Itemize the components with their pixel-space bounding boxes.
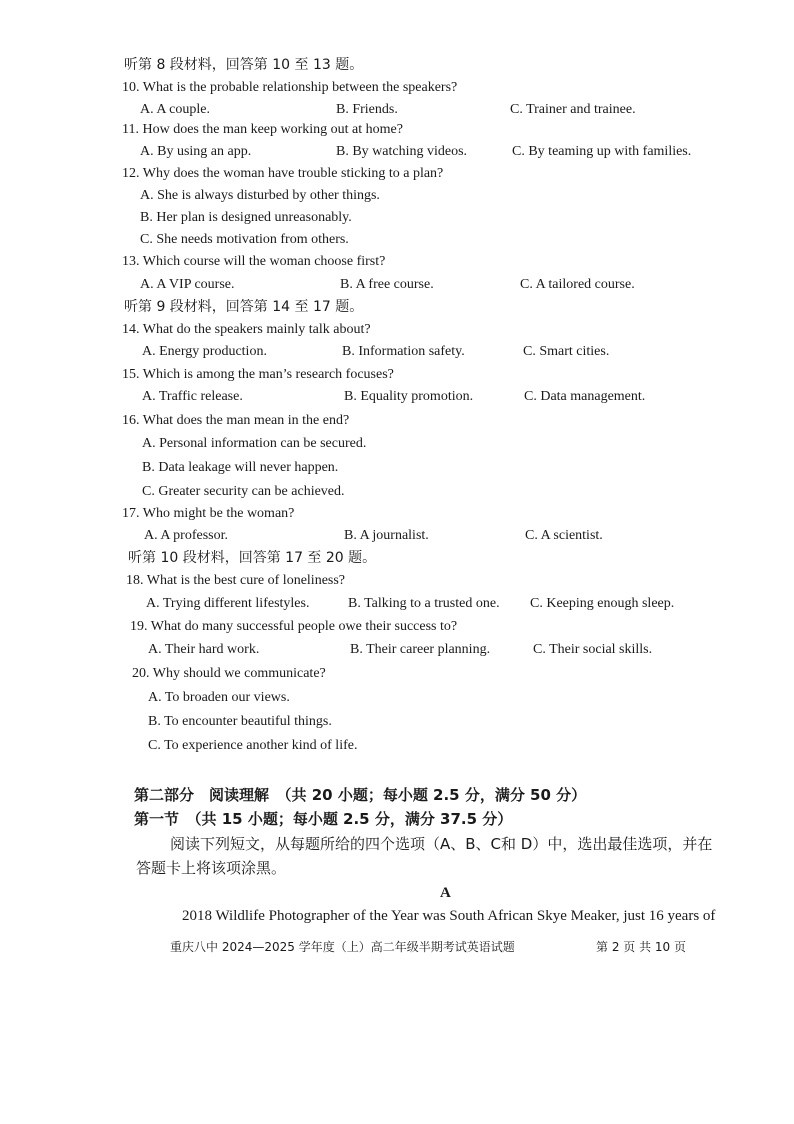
question-17: 17. Who might be the woman? (122, 506, 295, 521)
q11-option-a: A. By using an app. (140, 144, 252, 159)
question-14: 14. What do the speakers mainly talk about? (122, 322, 371, 337)
q14-option-c: C. Smart cities. (523, 344, 610, 359)
question-10: 10. What is the probable relationship between the speakers? (122, 80, 458, 95)
section-10-header: 听第 10 段材料，回答第 17 至 20 题。 (128, 550, 377, 566)
q12-option-a: A. She is always disturbed by other things. (140, 188, 380, 203)
q12-option-b: B. Her plan is designed unreasonably. (140, 210, 352, 225)
question-19: 19. What do many successful people owe their success to? (130, 619, 458, 634)
q10-option-c: C. Trainer and trainee. (510, 102, 636, 117)
passage-first-line: 2018 Wildlife Photographer of the Year was South African Skye Meaker, just 16 years of (182, 908, 716, 924)
q10-option-a: A. A couple. (140, 102, 210, 117)
q16-option-c: C. Greater security can be achieved. (142, 484, 345, 499)
q17-option-c: C. A scientist. (525, 528, 603, 543)
q18-option-a: A. Trying different lifestyles. (146, 596, 310, 611)
q15-option-b: B. Equality promotion. (344, 389, 474, 404)
q18-option-b: B. Talking to a trusted one. (348, 596, 500, 611)
question-16: 16. What does the man mean in the end? (122, 413, 350, 428)
q17-option-a: A. A professor. (144, 528, 228, 543)
section-one-title: 第一节 （共 15 小题；每小题 2.5 分，满分 37.5 分） (134, 810, 513, 828)
section-9-header: 听第 9 段材料，回答第 14 至 17 题。 (124, 299, 364, 315)
question-20: 20. Why should we communicate? (132, 666, 326, 681)
q14-option-b: B. Information safety. (342, 344, 465, 359)
q15-option-a: A. Traffic release. (142, 389, 243, 404)
q13-option-b: B. A free course. (340, 277, 434, 292)
question-15: 15. Which is among the man’s research focuses? (122, 367, 394, 382)
question-13: 13. Which course will the woman choose first? (122, 254, 386, 269)
q17-option-b: B. A journalist. (344, 528, 429, 543)
q10-option-b: B. Friends. (336, 102, 398, 117)
q19-option-b: B. Their career planning. (350, 642, 491, 657)
q15-option-c: C. Data management. (524, 389, 646, 404)
instruction-line-2: 答题卡上将该项涂黑。 (136, 859, 287, 877)
q16-option-b: B. Data leakage will never happen. (142, 460, 339, 475)
q16-option-a: A. Personal information can be secured. (142, 436, 367, 451)
q12-option-c: C. She needs motivation from others. (140, 232, 349, 247)
section-8-header: 听第 8 段材料，回答第 10 至 13 题。 (124, 57, 364, 73)
footer-page-info: 第 2 页 共 10 页 (596, 940, 686, 954)
q11-option-c: C. By teaming up with families. (512, 144, 692, 159)
q20-option-a: A. To broaden our views. (148, 690, 290, 705)
instruction-line-1: 阅读下列短文，从每题所给的四个选项（A、B、C和 D）中，选出最佳选项，并在 (170, 835, 713, 853)
passage-label: A (440, 885, 451, 901)
q18-option-c: C. Keeping enough sleep. (530, 596, 675, 611)
footer-exam-name: 重庆八中 2024—2025 学年度（上）高二年级半期考试英语试题 (170, 940, 515, 954)
q13-option-a: A. A VIP course. (140, 277, 235, 292)
question-18: 18. What is the best cure of loneliness? (126, 573, 346, 588)
q19-option-a: A. Their hard work. (148, 642, 260, 657)
q19-option-c: C. Their social skills. (533, 642, 653, 657)
q14-option-a: A. Energy production. (142, 344, 267, 359)
question-11: 11. How does the man keep working out at home? (122, 122, 403, 137)
part-two-title: 第二部分 阅读理解 （共 20 小题；每小题 2.5 分，满分 50 分） (134, 786, 587, 804)
q11-option-b: B. By watching videos. (336, 144, 468, 159)
q20-option-c: C. To experience another kind of life. (148, 738, 358, 753)
question-12: 12. Why does the woman have trouble sticking to a plan? (122, 166, 444, 181)
q20-option-b: B. To encounter beautiful things. (148, 714, 332, 729)
q13-option-c: C. A tailored course. (520, 277, 635, 292)
